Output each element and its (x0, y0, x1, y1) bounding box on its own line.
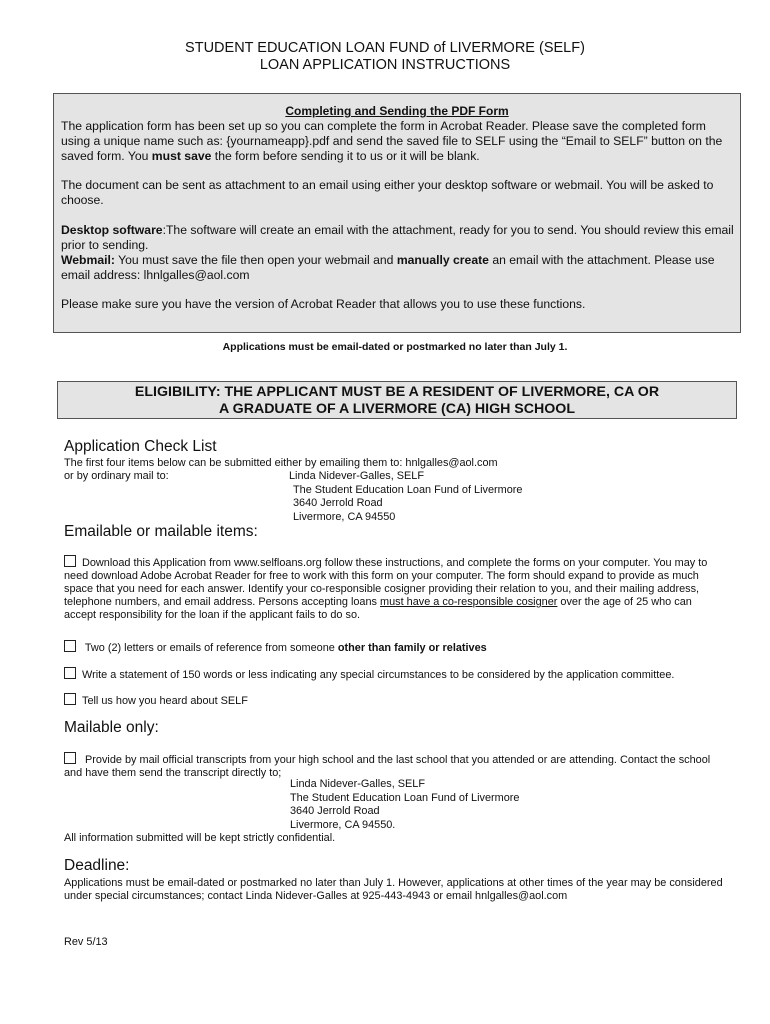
deadline-heading: Deadline: (64, 857, 130, 874)
deadline-note: Applications must be email-dated or postmarked no later than July 1. (222, 341, 568, 353)
emailable-item-statement: Write a statement of 150 words or less indicating any special circumstances to be considered by the application committee. (64, 667, 726, 682)
deadline-text: Applications must be email-dated or postmarked no later than July 1. However, applications at other times of the year may be considered under special circumstances; contact Linda Nidever-Galles at 925-443-4943 or email hnlgalles@aol.com (64, 877, 723, 902)
checkbox[interactable] (64, 667, 76, 679)
pdf-instructions-box (53, 93, 741, 333)
checkbox[interactable] (64, 752, 76, 764)
checklist-intro-1: The first four items below can be submitted either by emailing them to: hnlgalles@aol.com (64, 457, 498, 469)
pdf-box-paragraph-3: Desktop software:The software will create an email with the attachment, ready for you to send. You should review this email prior to sending. Webmail: You must save the file then open your webmail and manually create an email with the attachment. Please use email address: lhnlgalles@aol.com (61, 223, 734, 282)
emailable-heading: Emailable or mailable items: (64, 523, 258, 540)
emailable-item-heard: Tell us how you heard about SELF (64, 693, 726, 708)
checklist-address-city: Livermore, CA 94550 (293, 511, 396, 523)
eligibility-line-1: ELIGIBILITY: THE APPLICANT MUST BE A RESIDENT OF LIVERMORE, CA OR (134, 384, 660, 400)
document-subtitle: LOAN APPLICATION INSTRUCTIONS (259, 57, 511, 73)
checkbox[interactable] (64, 555, 76, 567)
mailable-item-transcripts: Provide by mail official transcripts from your high school and the last school that you attended or are attending. Contact the school and have them send the transcript directly to; (64, 754, 711, 779)
eligibility-box (57, 381, 737, 419)
checklist-address-name: Linda Nidever-Galles, SELF (289, 470, 424, 482)
mailable-address-org: The Student Education Loan Fund of Livermore (290, 792, 520, 804)
document-title: STUDENT EDUCATION LOAN FUND of LIVERMORE (SELF) (185, 40, 585, 56)
checklist-intro-2: or by ordinary mail to: (64, 470, 169, 482)
mailable-address-city: Livermore, CA 94550. (290, 819, 396, 831)
pdf-box-paragraph-2: The document can be sent as attachment to an email using either your desktop software or webmail. You will be asked to choose. (61, 178, 714, 207)
mailable-address-name: Linda Nidever-Galles, SELF (290, 778, 425, 790)
revision-label: Rev 5/13 (64, 936, 108, 948)
pdf-box-paragraph-4: Please make sure you have the version of Acrobat Reader that allows you to use these functions. (61, 297, 586, 311)
checklist-address-org: The Student Education Loan Fund of Livermore (293, 484, 523, 496)
pdf-box-paragraph-1: The application form has been set up so you can complete the form in Acrobat Reader. Please save the completed form using a unique name such as: {yournameapp}.pdf and send the saved file to SELF using the “Email to SELF” button on the saved form. You must save the form before sending it to us or it will be blank. (61, 119, 723, 163)
eligibility-line-2: A GRADUATE OF A LIVERMORE (CA) HIGH SCHOOL (219, 401, 575, 417)
confidentiality-note: All information submitted will be kept strictly confidential. (64, 832, 336, 844)
emailable-item-references: Two (2) letters or emails of reference from someone other than family or relatives (64, 640, 726, 655)
checkbox[interactable] (64, 693, 76, 705)
mailable-address-street: 3640 Jerrold Road (290, 805, 380, 817)
emailable-item-download: Download this Application from www.selfloans.org follow these instructions, and complete the forms on your computer. You may to need download Adobe Acrobat Reader for free to work with this form on your computer. The form should expand to provide as much space that you need for each answer. Identify your co-responsible cosigner providing their relation to you, and their mailing address, telephone numbers, and email address. Persons accepting loans must have a co-responsible cosigner over the age of 25 who can accept responsibility for the loan if the applicant fails to do so. (64, 557, 708, 621)
checklist-heading: Application Check List (64, 438, 217, 455)
checklist-address-street: 3640 Jerrold Road (293, 497, 383, 509)
pdf-box-heading: Completing and Sending the PDF Form (285, 104, 509, 118)
mailable-heading: Mailable only: (64, 719, 159, 736)
checkbox[interactable] (64, 640, 76, 652)
